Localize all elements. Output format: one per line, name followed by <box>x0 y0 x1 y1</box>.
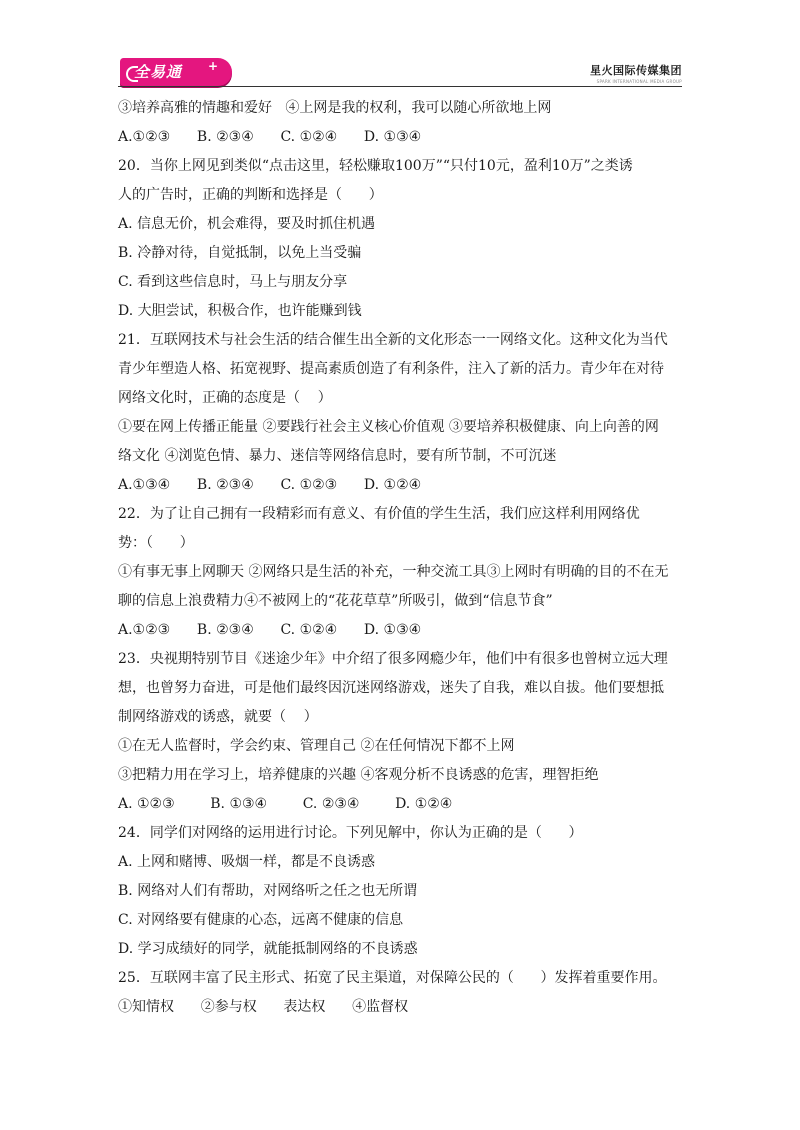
text-line: 想，也曾努力奋进，可是他们最终因沉迷网络游戏，迷失了自我，难以自拔。他们要想抵 <box>118 680 664 696</box>
question-20: 20．当你上网见到类似“点击这里，轻松赚取100万”“只付10元，盈利10万”之类诱 <box>118 158 633 174</box>
answer-option: C. 对网络要有健康的心态，远离不健康的信息 <box>118 912 404 928</box>
text-line: ①有事无事上网聊天 ②网络只是生活的补充，一种交流工具③上网时有明确的目的不在无 <box>118 564 669 580</box>
answer-option: D. 学习成绩好的同学，就能抵制网络的不良诱惑 <box>118 941 418 957</box>
header-rule <box>118 86 682 87</box>
quanyitong-logo <box>120 58 232 86</box>
answer-option: B. 网络对人们有帮助，对网络听之任之也无所谓 <box>118 883 418 899</box>
text-line: ①在无人监督时，学会约束、管理自己 ②在任何情况下都不上网 <box>118 738 515 754</box>
answer-options: A.①②③ B. ②③④ C. ①②④ D. ①③④ <box>118 622 422 638</box>
answer-option: C. 看到这些信息时，马上与朋友分享 <box>118 274 348 290</box>
answer-option: D. 大胆尝试，积极合作，也许能赚到钱 <box>118 303 362 319</box>
brand-block <box>570 62 682 84</box>
answer-option: A. 信息无价，机会难得，要及时抓住机遇 <box>118 216 376 232</box>
text-line: 聊的信息上浪费精力④不被网上的“花花草草”所吸引，做到“信息节食” <box>118 593 553 609</box>
question-22: 22．为了让自己拥有一段精彩而有意义、有价值的学生生活，我们应这样利用网络优 <box>118 506 640 522</box>
question-23: 23．央视期特别节目《迷途少年》中介绍了很多网瘾少年，他们中有很多也曾树立远大理 <box>118 651 668 667</box>
question-25: 25．互联网丰富了民主形式、拓宽了民主渠道，对保障公民的（ ）发挥着重要作用。 <box>118 970 667 986</box>
brand-subtitle: SPARK INTERNATIONAL MEDIA GROUP <box>596 79 682 84</box>
text-line: 络文化 ④浏览色情、暴力、迷信等网络信息时，要有所节制，不可沉迷 <box>118 448 557 464</box>
answer-options: A.①②③ B. ②③④ C. ①②④ D. ①③④ <box>118 129 422 145</box>
text-line: 青少年塑造人格、拓宽视野、提高素质创造了有利条件，注入了新的活力。青少年在对待 <box>118 361 664 377</box>
answer-option: B. 冷静对待，自觉抵制，以免上当受骗 <box>118 245 362 261</box>
text-line: ③把精力用在学习上，培养健康的兴趣 ④客观分析不良诱惑的危害，理智拒绝 <box>118 767 599 783</box>
logo-text: 全易通 <box>134 63 183 81</box>
brand-name: 星火国际传媒集团 <box>590 64 682 77</box>
text-line: ③培养高雅的情趣和爱好 ④上网是我的权利，我可以随心所欲地上网 <box>118 100 552 116</box>
logo-plus: + <box>207 59 218 73</box>
question-24: 24．同学们对网络的运用进行讨论。下列见解中，你认为正确的是（ ） <box>118 825 583 841</box>
text-line: ①知情权 ②参与权 表达权 ④监督权 <box>118 999 409 1015</box>
text-line: 制网络游戏的诱惑，就要（ ） <box>118 709 318 725</box>
page-header <box>0 0 800 100</box>
text-line: 势：（ ） <box>118 535 194 551</box>
question-21: 21．互联网技术与社会生活的结合催生出全新的文化形态一一网络文化。这种文化为当代 <box>118 332 668 348</box>
text-line: 网络文化时，正确的态度是（ ） <box>118 390 332 406</box>
answer-option: A. 上网和赌博、吸烟一样，都是不良诱惑 <box>118 854 376 870</box>
answer-options: A. ①②③ B. ①③④ C. ②③④ D. ①②④ <box>118 796 453 812</box>
answer-options: A.①③④ B. ②③④ C. ①②③ D. ①②④ <box>118 477 422 493</box>
text-line: 人的广告时，正确的判断和选择是（ ） <box>118 187 383 203</box>
text-line: ①要在网上传播正能量 ②要践行社会主义核心价值观 ③要培养积极健康、向上向善的网 <box>118 419 659 435</box>
document-body <box>118 94 693 1022</box>
